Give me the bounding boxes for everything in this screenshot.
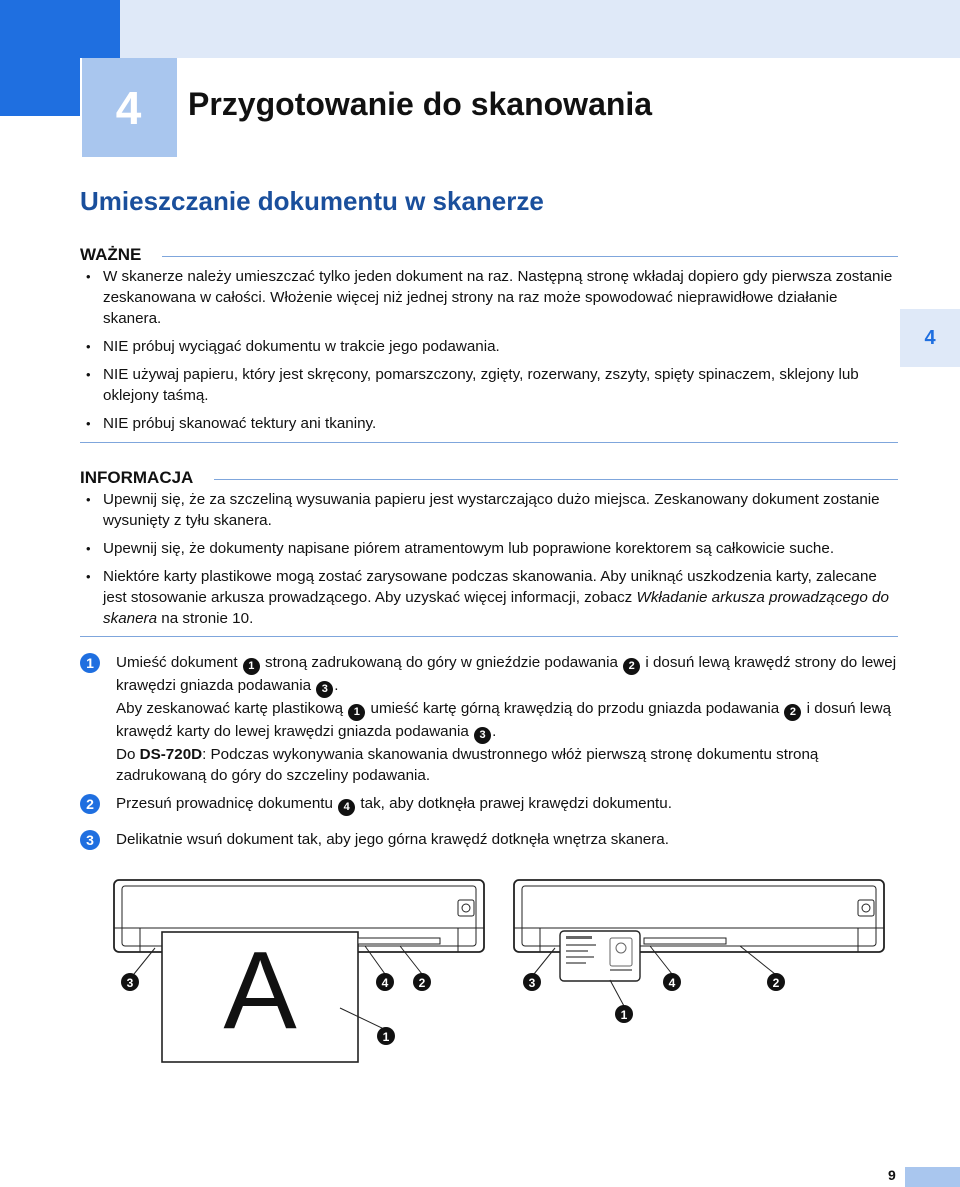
step-text: Umieść dokument 1 stroną zadrukowaną do góry w gnieździe podawania 2 i dosuń lewą krawędź strony do lewej krawędzi gniazda podawania 3 . Aby zeskanować kartę plastikową 1 umieść kartę górną krawędzią do przodu gniazda podawania 2 i dosuń lewą krawędź karty do lewej krawędzi gniazda podawania 3 . Do DS-720D: Podczas wykonywania skanowania dwustronnego włóż pierwszą stronę dokumentu stroną zadrukowaną do góry do szczeliny podawania. [116, 654, 897, 784]
scanner-card-illustration [500, 868, 900, 1068]
list-item: • NIE próbuj skanować tektury ani tkaniny. [84, 413, 894, 434]
step-text: Delikatnie wsuń dokument tak, aby jego górna krawędź dotknęła wnętrza skanera. [116, 831, 669, 848]
step-3 [80, 829, 900, 850]
callout-4: 4 [338, 799, 355, 816]
chapter-number: 4 [80, 58, 177, 157]
info-heading: INFORMACJA [80, 468, 194, 487]
document-guide [358, 938, 440, 944]
svg-text:4: 4 [668, 976, 676, 990]
info-list [84, 489, 894, 636]
page-number-bar [905, 1167, 960, 1187]
chapter-side-tab: 4 [900, 309, 960, 367]
header-bar-light [120, 0, 960, 58]
step-number: 2 [80, 794, 100, 814]
important-heading: WAŻNE [80, 245, 142, 264]
list-item [84, 566, 894, 629]
list-item: • NIE używaj papieru, który jest skręcony, pomarszczony, zgięty, rozerwany, zszyty, spięty spinaczem, sklejony lub oklejony taśmą. [84, 364, 894, 406]
list-item: • NIE próbuj wyciągać dokumentu w trakcie jego podawania. [84, 336, 894, 357]
important-bottom-rule [80, 442, 898, 443]
svg-text:1: 1 [382, 1030, 390, 1044]
step-2 [80, 793, 900, 816]
callout-2: 2 [784, 704, 801, 721]
list-item-text: Niektóre karty plastikowe mogą zostać zarysowane podczas skanowania. Aby uniknąć uszkodzenia karty, zalecane jest stosowanie arkusza prowadzącego. Aby uzyskać więcej informacji, zobacz [103, 568, 877, 606]
document-guide [644, 938, 726, 944]
step-text: Przesuń prowadnicę dokumentu 4 tak, aby dotknęła prawej krawędzi dokumentu. [116, 793, 900, 816]
header-bar-dark [0, 0, 120, 58]
scanner-paper-illustration [100, 868, 500, 1068]
svg-text:1: 1 [620, 1008, 628, 1022]
step-number: 3 [80, 830, 100, 850]
callout-3: 3 [316, 681, 333, 698]
cross-reference-link[interactable]: Wkładanie arkusza prowadzącego do skanera [103, 589, 889, 627]
important-top-rule [162, 256, 898, 257]
svg-text:3: 3 [528, 976, 536, 990]
paper-letter: A [223, 929, 297, 1052]
header-left-block [0, 58, 80, 116]
list-item: • W skanerze należy umieszczać tylko jeden dokument na raz. Następną stronę wkładaj dopiero gdy pierwsza zostanie zeskanowana w całości. Włożenie więcej niż jednej strony na raz może spowodować nieprawidłowe działanie skanera. [84, 266, 894, 329]
list-item: • Upewnij się, że dokumenty napisane piórem atramentowym lub poprawione korektorem są całkowicie suche. [84, 538, 894, 559]
info-bottom-rule [80, 636, 898, 637]
list-item-text: na stronie 10. [157, 610, 254, 627]
info-top-rule [214, 479, 898, 480]
important-list [84, 266, 894, 441]
svg-text:4: 4 [381, 976, 389, 990]
svg-text:2: 2 [418, 976, 426, 990]
svg-text:2: 2 [772, 976, 780, 990]
step-1 [80, 652, 900, 786]
callout-1: 1 [348, 704, 365, 721]
chapter-title: Przygotowanie do skanowania [188, 86, 653, 122]
page-number: 9 [888, 1167, 896, 1183]
callout-3: 3 [474, 727, 491, 744]
step-number: 1 [80, 653, 100, 673]
model-name: DS-720D [139, 746, 203, 763]
section-title: Umieszczanie dokumentu w skanerze [80, 186, 544, 216]
list-item: • Upewnij się, że za szczeliną wysuwania papieru jest wystarczająco dużo miejsca. Zeskanowany dokument zostanie wysunięty z tyłu skanera. [84, 489, 894, 531]
svg-text:3: 3 [126, 976, 134, 990]
callout-1: 1 [243, 658, 260, 675]
callout-2: 2 [623, 658, 640, 675]
